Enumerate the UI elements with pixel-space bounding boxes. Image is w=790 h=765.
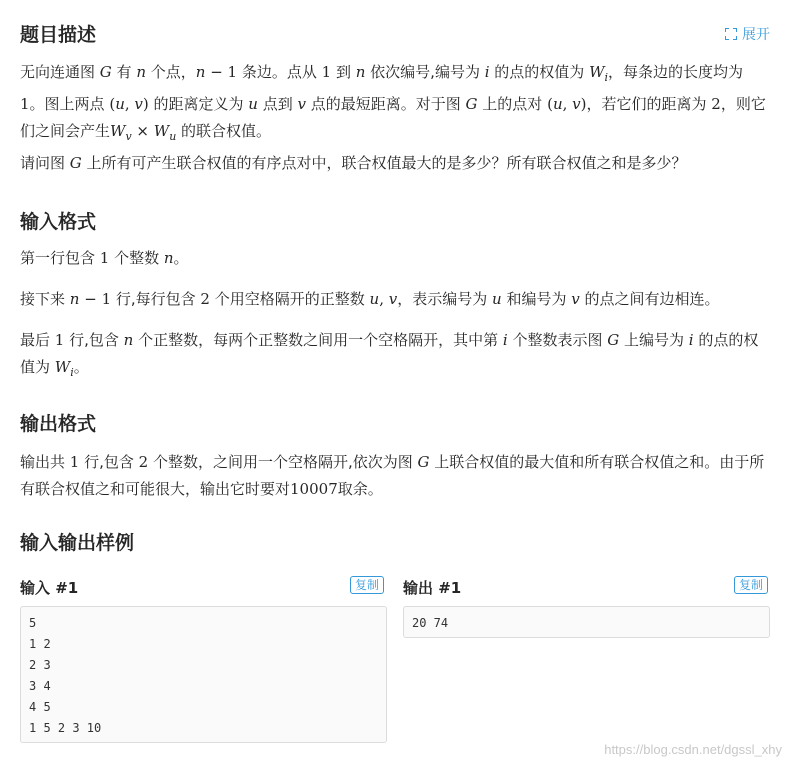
text-segment: 行,包含	[79, 453, 139, 471]
text-segment: 上所有可产生联合权值的有序点对中，联合权值最大的是多少？所有联合权值之和是多少？	[81, 154, 687, 172]
text-segment: W	[153, 122, 170, 140]
text-segment: 取余。	[337, 480, 383, 498]
text-segment: 1	[69, 453, 80, 471]
output-sample-label: 输出 #1	[403, 579, 462, 597]
text-segment: 1	[321, 63, 332, 81]
text-segment: −	[205, 63, 228, 81]
input-sample-line: 2 3	[29, 658, 51, 672]
text-segment: W	[110, 122, 126, 140]
output-sample-line: 20 74	[412, 616, 449, 630]
text-segment: u	[369, 290, 380, 308]
input-sample-line: 4 5	[29, 700, 51, 714]
text-segment: 个点，	[145, 63, 196, 81]
text-segment: n	[355, 63, 366, 81]
expand-icon	[725, 28, 737, 40]
text-segment: ，每条边的长度均为	[608, 63, 744, 81]
text-segment: 请问图	[20, 154, 70, 172]
text-segment: 。	[73, 358, 89, 376]
text-segment: 接下来	[20, 290, 70, 308]
text-segment: ,	[562, 95, 573, 113]
expand-label: 展开	[742, 27, 770, 43]
text-segment: i	[604, 71, 609, 84]
text-segment: 依次编号,编号为	[365, 63, 485, 81]
text-segment: 上编号为	[619, 331, 689, 349]
text-segment: v	[125, 130, 132, 143]
copy-input-button[interactable]: 复制	[350, 576, 384, 594]
text-segment: n	[195, 63, 206, 81]
text-segment: G	[465, 95, 478, 113]
text-segment: 。图上两点	[29, 95, 110, 113]
text-segment: 行,包含	[64, 331, 124, 349]
text-segment: n	[123, 331, 134, 349]
text-segment: n	[69, 290, 80, 308]
text-segment: 2	[138, 453, 149, 471]
output-format-title: 输出格式	[20, 413, 97, 435]
text-segment: i	[70, 366, 74, 379]
copy-output-button[interactable]: 复制	[734, 576, 768, 594]
text-segment: 输出共	[20, 453, 70, 471]
text-segment: W	[54, 358, 71, 376]
text-segment: v	[388, 290, 398, 308]
text-segment: ,	[379, 290, 389, 308]
text-segment: 2	[711, 95, 721, 113]
text-segment: −	[79, 290, 102, 308]
text-segment: u	[552, 95, 563, 113]
text-segment: ，则它们之间会产生	[20, 95, 766, 140]
text-segment: G	[417, 453, 430, 471]
text-segment: G	[607, 331, 620, 349]
input-format-title: 输入格式	[20, 211, 97, 233]
watermark: https://blog.csdn.net/dgssl_xhy	[604, 742, 782, 757]
expand-button[interactable]	[725, 24, 770, 44]
text-segment: i	[484, 63, 490, 81]
input-format-paragraph-2	[20, 286, 772, 313]
text-segment: u	[492, 290, 502, 308]
text-segment: W	[589, 63, 605, 81]
text-segment: u	[248, 95, 258, 113]
text-segment: )	[580, 95, 587, 113]
text-segment: 上联合权值的最大值和所有联合权值之和。由于所有联合权值之和可能很大，输出它时要对	[20, 453, 765, 498]
output-format-paragraph-1	[20, 449, 772, 503]
text-segment: 1	[20, 95, 30, 113]
text-segment: 的联合权值。	[176, 122, 272, 140]
text-segment: 1	[227, 63, 238, 81]
text-segment: 个整数	[109, 249, 164, 267]
input-sample-label: 输入 #1	[20, 579, 79, 597]
text-segment: 个整数表示图	[507, 331, 608, 349]
text-segment: 最后	[20, 331, 55, 349]
input-sample-line: 1 5 2 3 10	[29, 721, 102, 735]
text-segment: 10007	[290, 480, 338, 498]
text-segment: v	[572, 95, 581, 113]
text-segment: 个整数，之间用一个空格隔开,依次为图	[148, 453, 418, 471]
text-segment: 的点的权值为	[489, 63, 590, 81]
output-sample-box	[403, 606, 770, 638]
input-format-paragraph-3	[20, 327, 772, 386]
text-segment: 2	[200, 290, 210, 308]
text-segment: 有	[111, 63, 137, 81]
text-segment: v	[297, 95, 306, 113]
text-segment: ×	[131, 122, 154, 140]
input-sample-line: 5	[29, 616, 37, 630]
text-segment: G	[99, 63, 112, 81]
text-segment: u	[115, 95, 125, 113]
input-sample-line: 3 4	[29, 679, 51, 693]
input-sample-line: 1 2	[29, 637, 51, 651]
input-sample-box	[20, 606, 387, 743]
text-segment: 个正整数，每两个正整数之间用一个空格隔开，其中第	[133, 331, 503, 349]
samples-title: 输入输出样例	[20, 532, 135, 554]
text-segment: 点的最短距离。对于图	[306, 95, 466, 113]
text-segment: 条边。点从	[237, 63, 322, 81]
text-segment: 的距离定义为	[148, 95, 249, 113]
text-segment: 。	[173, 249, 189, 267]
text-segment: i	[688, 331, 694, 349]
text-segment: n	[163, 249, 174, 267]
text-segment: u	[169, 130, 177, 143]
text-segment: )	[142, 95, 149, 113]
text-segment: 1	[54, 331, 65, 349]
text-segment: G	[69, 154, 82, 172]
description-paragraph-1	[20, 59, 772, 150]
text-segment: ，表示编号为	[397, 290, 492, 308]
description-paragraph-2	[20, 150, 772, 177]
text-segment: 的点之间有边相连。	[579, 290, 720, 308]
problem-description-title: 题目描述	[20, 24, 97, 46]
text-segment: i	[502, 331, 508, 349]
text-segment: 1	[99, 249, 110, 267]
text-segment: 的点的权值为	[20, 331, 759, 376]
text-segment: 第一行包含	[20, 249, 100, 267]
text-segment: n	[136, 63, 146, 81]
input-format-paragraph-1	[20, 245, 772, 272]
text-segment: v	[134, 95, 143, 113]
text-segment: (	[547, 95, 553, 113]
text-segment: 到	[331, 63, 356, 81]
text-segment: (	[109, 95, 116, 113]
text-segment: ,	[124, 95, 135, 113]
text-segment: 1	[101, 290, 112, 308]
text-segment: v	[571, 290, 580, 308]
text-segment: ，若它们的距离为	[586, 95, 712, 113]
text-segment: 行,每行包含	[111, 290, 201, 308]
text-segment: 点到	[257, 95, 298, 113]
text-segment: 无向连通图	[20, 63, 100, 81]
text-segment: 个用空格隔开的正整数	[209, 290, 370, 308]
text-segment: 上的点对	[477, 95, 548, 113]
text-segment: 和编号为	[501, 290, 572, 308]
